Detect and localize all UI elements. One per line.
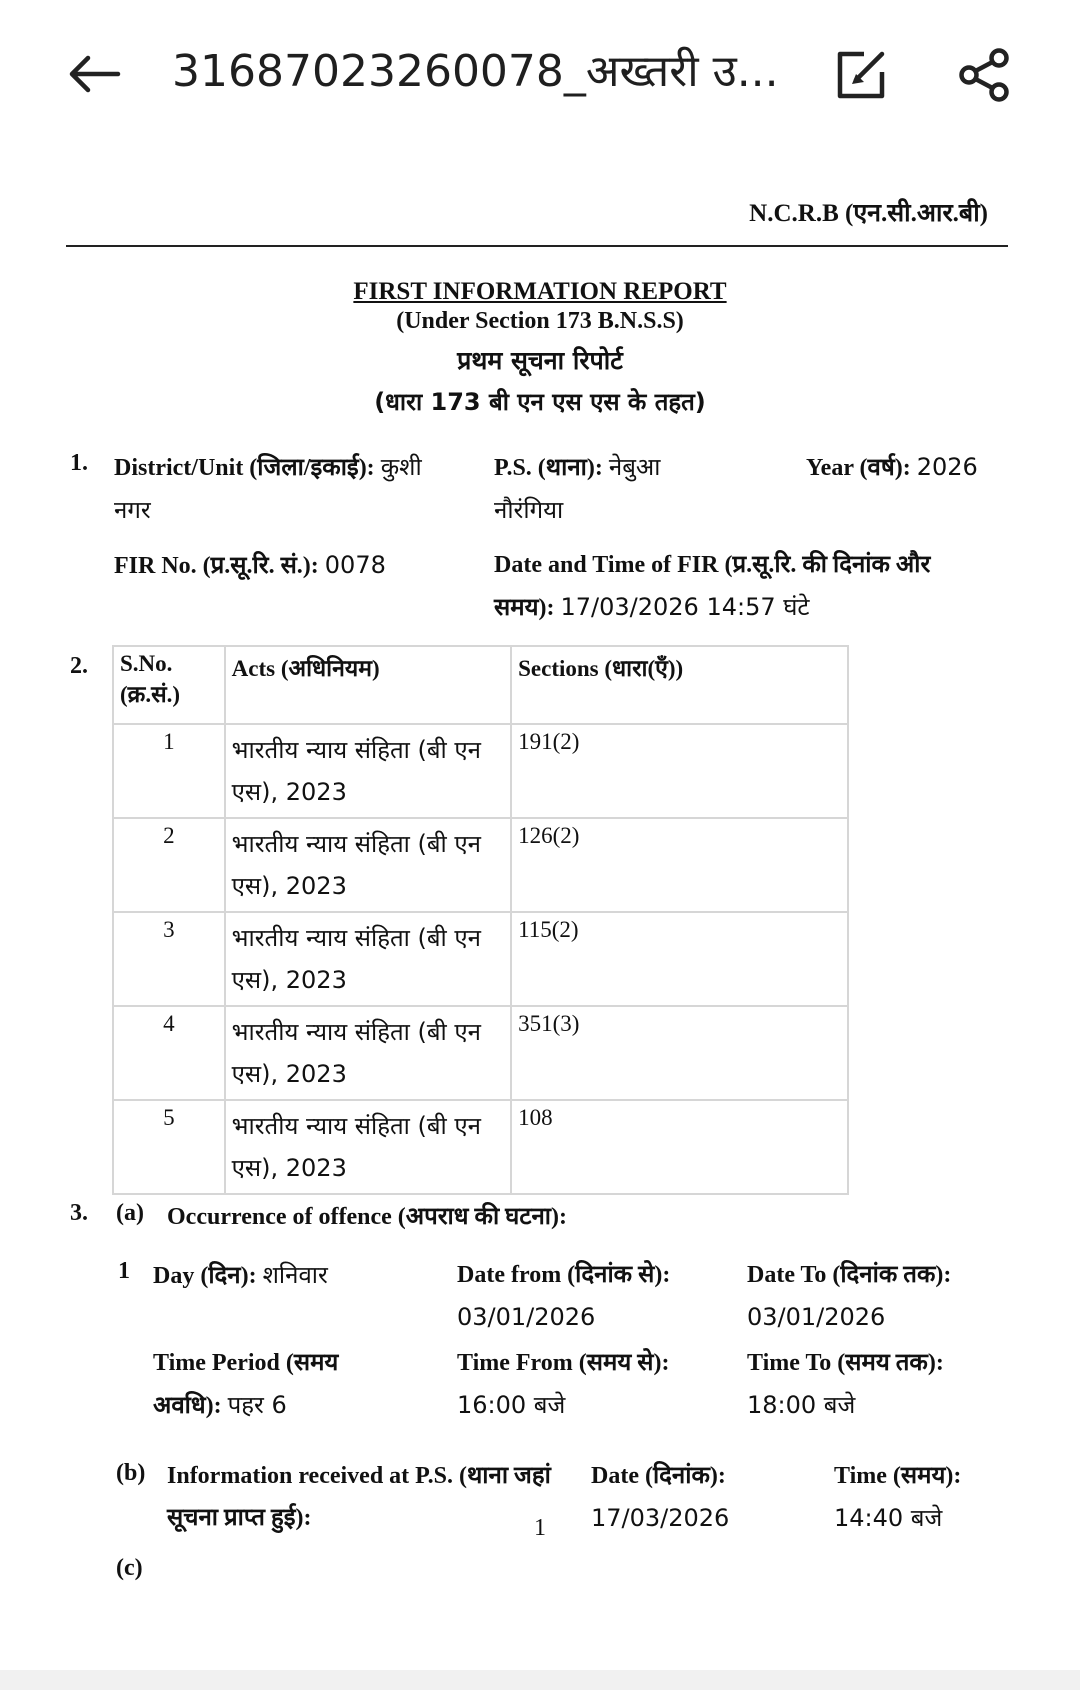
time-period-value: पहर 6 [227, 1391, 287, 1419]
day-label: Day (दिन): [153, 1263, 257, 1289]
row-sno: 2 [113, 818, 225, 912]
info-time-value: 14:40 बजे [834, 1504, 943, 1532]
document-page [0, 150, 1080, 1670]
date-to-value: 03/01/2026 [747, 1303, 886, 1331]
subsection-a-label: (a) [116, 1200, 144, 1226]
page-number: 1 [534, 1515, 546, 1541]
date-to-label: Date To (दिनांक तक): [747, 1262, 952, 1288]
date-to-field [747, 1254, 997, 1339]
row-sno: 4 [113, 1006, 225, 1100]
table-row [113, 724, 848, 818]
row-section: 191(2) [511, 724, 848, 818]
time-to-field [747, 1342, 997, 1427]
date-from-field [457, 1254, 717, 1339]
row-act: भारतीय न्याय संहिता (बी एन एस), 2023 [225, 1100, 511, 1194]
info-date-value: 17/03/2026 [591, 1504, 730, 1532]
row-section: 115(2) [511, 912, 848, 1006]
fir-label: FIR No. (प्र.सू.रि. सं.): [114, 553, 319, 579]
header-sections: Sections (धारा(एँ)) [511, 646, 848, 724]
table-header-row [113, 646, 848, 724]
app-bar [0, 0, 1080, 150]
header-sno: S.No. (क्र.सं.) [113, 646, 225, 724]
report-subheading-hi: (धारा 173 बी एन एस एस के तहत) [374, 388, 706, 416]
report-subheading-en: (Under Section 173 B.N.S.S) [396, 308, 684, 334]
year-value: 2026 [916, 453, 978, 481]
section-2-number: 2. [70, 653, 88, 679]
section-1-number: 1. [70, 450, 88, 476]
ps-value: नेबुआ नौरंगिया [494, 453, 661, 524]
table-row [113, 818, 848, 912]
table-row [113, 1100, 848, 1194]
fir-date-label: Date and Time of FIR (प्र.सू.रि. की दिनांक और समय): [494, 552, 931, 621]
report-heading-en: FIRST INFORMATION REPORT [353, 278, 727, 305]
day-field [153, 1254, 423, 1297]
time-to-value: 18:00 बजे [747, 1391, 856, 1419]
header-acts: Acts (अधिनियम) [225, 646, 511, 724]
time-to-label: Time To (समय तक): [747, 1350, 944, 1376]
row-section: 108 [511, 1100, 848, 1194]
row-act: भारतीय न्याय संहिता (बी एन एस), 2023 [225, 912, 511, 1006]
share-icon [957, 47, 1013, 103]
time-period-label: Time Period (समय अवधि): [153, 1350, 339, 1419]
police-station-field [494, 446, 734, 532]
row-sno: 3 [113, 912, 225, 1006]
share-button[interactable] [950, 40, 1020, 110]
report-heading-hi: प्रथम सूचना रिपोर्ट [457, 346, 623, 375]
row-section: 126(2) [511, 818, 848, 912]
document-title: 31687023260078_अख्तरी उ... [172, 46, 779, 97]
time-period-field [153, 1342, 393, 1427]
table-row [113, 1006, 848, 1100]
time-from-field [457, 1342, 717, 1427]
year-field [806, 446, 1036, 489]
fir-value: 0078 [324, 551, 386, 579]
fir-date-field [494, 544, 974, 629]
time-from-value: 16:00 बजे [457, 1391, 566, 1419]
occurrence-title: Occurrence of offence (अपराध की घटना): [167, 1204, 567, 1230]
row-sno: 5 [113, 1100, 225, 1194]
ps-label: P.S. (थाना): [494, 455, 603, 481]
header-divider [66, 245, 1008, 247]
arrow-left-icon [66, 54, 122, 94]
day-value: शनिवार [262, 1261, 328, 1289]
district-field [114, 446, 464, 532]
info-date-label: Date (दिनांक): [591, 1463, 726, 1489]
row-section: 351(3) [511, 1006, 848, 1100]
year-label: Year (वर्ष): [806, 455, 911, 481]
occurrence-item-number: 1 [118, 1258, 130, 1284]
row-act: भारतीय न्याय संहिता (बी एन एस), 2023 [225, 818, 511, 912]
subsection-b-label: (b) [116, 1460, 146, 1486]
acts-table [112, 645, 849, 1195]
bottom-edge [0, 1670, 1080, 1690]
time-from-label: Time From (समय से): [457, 1350, 670, 1376]
edit-icon [834, 48, 888, 102]
section-3-number: 3. [70, 1200, 88, 1226]
row-sno: 1 [113, 724, 225, 818]
date-from-value: 03/01/2026 [457, 1303, 596, 1331]
district-value: कुशी नगर [114, 453, 422, 524]
row-act: भारतीय न्याय संहिता (बी एन एस), 2023 [225, 724, 511, 818]
ncrb-header: N.C.R.B (एन.सी.आर.बी) [749, 200, 988, 227]
fir-date-value: 17/03/2026 14:57 घंटे [560, 593, 810, 621]
table-row [113, 912, 848, 1006]
info-received-title: Information received at P.S. (थाना जहां सूचना प्राप्त हुई): [167, 1463, 551, 1531]
edit-button[interactable] [826, 40, 896, 110]
row-act: भारतीय न्याय संहिता (बी एन एस), 2023 [225, 1006, 511, 1100]
subsection-c-label: (c) [116, 1555, 143, 1581]
fir-number-field [114, 544, 484, 587]
date-from-label: Date from (दिनांक से): [457, 1262, 671, 1288]
info-time-label: Time (समय): [834, 1463, 962, 1489]
back-button[interactable] [62, 42, 126, 106]
district-label: District/Unit (जिला/इकाई): [114, 455, 375, 481]
